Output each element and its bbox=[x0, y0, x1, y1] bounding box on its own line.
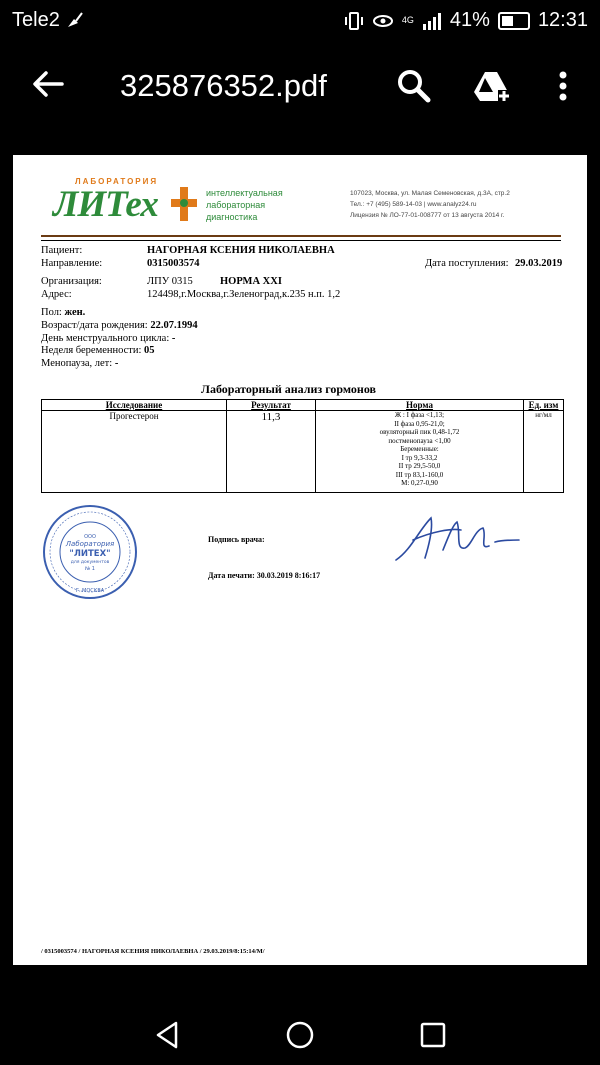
footer-line: / 0315003574 / НАГОРНАЯ КСЕНИЯ НИКОЛАЕВНА / 29.03.2019/8:15:14/М/ bbox=[41, 948, 265, 955]
stamp-city: Г. МОСКВА bbox=[75, 588, 105, 594]
lab-logo bbox=[41, 177, 196, 229]
org-name: НОРМА XXI bbox=[220, 276, 282, 287]
cycle-label: День менструального цикла: bbox=[41, 333, 170, 344]
stamp-name: Лаборатория bbox=[65, 540, 115, 548]
dob-value: 22.07.1994 bbox=[150, 320, 198, 331]
vibrate-icon bbox=[344, 11, 364, 31]
test-unit: нг/мл bbox=[524, 411, 564, 493]
stamp-seal bbox=[40, 504, 140, 600]
app-bar bbox=[0, 42, 600, 136]
stamp-brand: "ЛИТЕХ" bbox=[69, 549, 111, 559]
test-name: Прогестерон bbox=[42, 411, 227, 493]
signal-icon bbox=[422, 12, 442, 30]
nav-recents-icon[interactable] bbox=[420, 1022, 446, 1048]
test-result: 11,3 bbox=[227, 411, 316, 493]
nav-home-icon[interactable] bbox=[285, 1020, 315, 1050]
back-arrow-icon[interactable] bbox=[28, 64, 68, 104]
sex-label: Пол: bbox=[41, 307, 62, 318]
lab-tagline: интеллектуальная лабораторная диагностика bbox=[206, 188, 283, 222]
eye-comfort-icon bbox=[372, 11, 394, 31]
cleaning-icon bbox=[66, 11, 84, 29]
print-date: Дата печати: 30.03.2019 8:16:17 bbox=[208, 571, 321, 580]
search-icon[interactable] bbox=[394, 66, 434, 106]
navigation-bar bbox=[0, 1000, 600, 1065]
received-date: 29.03.2019 bbox=[515, 258, 563, 269]
org-label: Организация: bbox=[41, 276, 102, 287]
more-options-icon[interactable] bbox=[548, 66, 578, 106]
lab-contacts: 107023, Москва, ул. Малая Семеновская, д.3А, стр.2 Тел.: +7 (495) 589-14-03 | www.analyz24.ru Лицензия № ЛО-77-01-008777 от 13 августа 2014 г. bbox=[350, 190, 510, 219]
header-divider-thin bbox=[41, 240, 561, 241]
col-test: Исследование bbox=[42, 400, 227, 411]
drive-add-icon[interactable] bbox=[472, 66, 512, 106]
address-label: Адрес: bbox=[41, 289, 72, 300]
referral-number: 0315003574 bbox=[147, 258, 200, 269]
org-code: ЛПУ 0315 bbox=[147, 276, 193, 287]
address-value: 124498,г.Москва,г.Зеленоград,к.235 н.п. 1,2 bbox=[147, 289, 341, 300]
logo-cross-icon bbox=[169, 185, 199, 223]
logo-label: ЛАБОРАТОРИЯ bbox=[75, 177, 159, 186]
pregnancy-value: 05 bbox=[144, 345, 155, 356]
cycle-value: - bbox=[171, 333, 176, 344]
logo-name: ЛИТех bbox=[53, 184, 158, 225]
test-norm: Ж : I фаза <1,13; II фаза 0,95-21,0; овуляторный пик 0,48-1,72 постменопауза <1,00 Беременные: I тр 9,3-33,2 II тр 29,5-50,0 III тр 83,1-160,0 М: 0,27-0,90 bbox=[316, 411, 524, 493]
received-label: Дата поступления: bbox=[425, 258, 509, 269]
file-title: 325876352.pdf bbox=[120, 68, 327, 103]
pregnancy-label: Неделя беременности: bbox=[41, 345, 142, 356]
referral-label: Направление: bbox=[41, 258, 103, 269]
table-row bbox=[42, 411, 564, 493]
carrier-name: Tele2 bbox=[12, 9, 60, 31]
doctor-signature bbox=[391, 510, 521, 565]
pdf-page[interactable] bbox=[13, 155, 587, 965]
stamp-num: № 1 bbox=[85, 566, 95, 572]
signature-label: Подпись врача: bbox=[208, 535, 265, 544]
clock: 12:31 bbox=[537, 9, 588, 31]
header-divider bbox=[41, 235, 561, 237]
patient-label: Пациент: bbox=[41, 245, 83, 256]
table-header-row bbox=[42, 400, 564, 411]
battery-icon bbox=[498, 12, 530, 30]
patient-name: НАГОРНАЯ КСЕНИЯ НИКОЛАЕВНА bbox=[147, 245, 335, 256]
col-unit: Ед. изм bbox=[524, 400, 564, 411]
results-table bbox=[41, 399, 564, 493]
status-bar bbox=[0, 0, 600, 42]
menopause-value: - bbox=[114, 358, 119, 369]
nav-back-icon[interactable] bbox=[154, 1020, 180, 1050]
menopause-label: Менопауза, лет: bbox=[41, 358, 113, 369]
dob-label: Возраст/дата рождения: bbox=[41, 320, 148, 331]
col-result: Результат bbox=[227, 400, 316, 411]
battery-percent: 41% bbox=[449, 9, 490, 31]
col-norm: Норма bbox=[316, 400, 524, 411]
network-type: 4G bbox=[401, 15, 414, 25]
stamp-org: ООО bbox=[84, 534, 96, 540]
section-title: Лабораторный анализ гормонов bbox=[201, 382, 376, 396]
sex-value: жен. bbox=[64, 307, 86, 318]
stamp-sub: для документов bbox=[70, 560, 110, 565]
